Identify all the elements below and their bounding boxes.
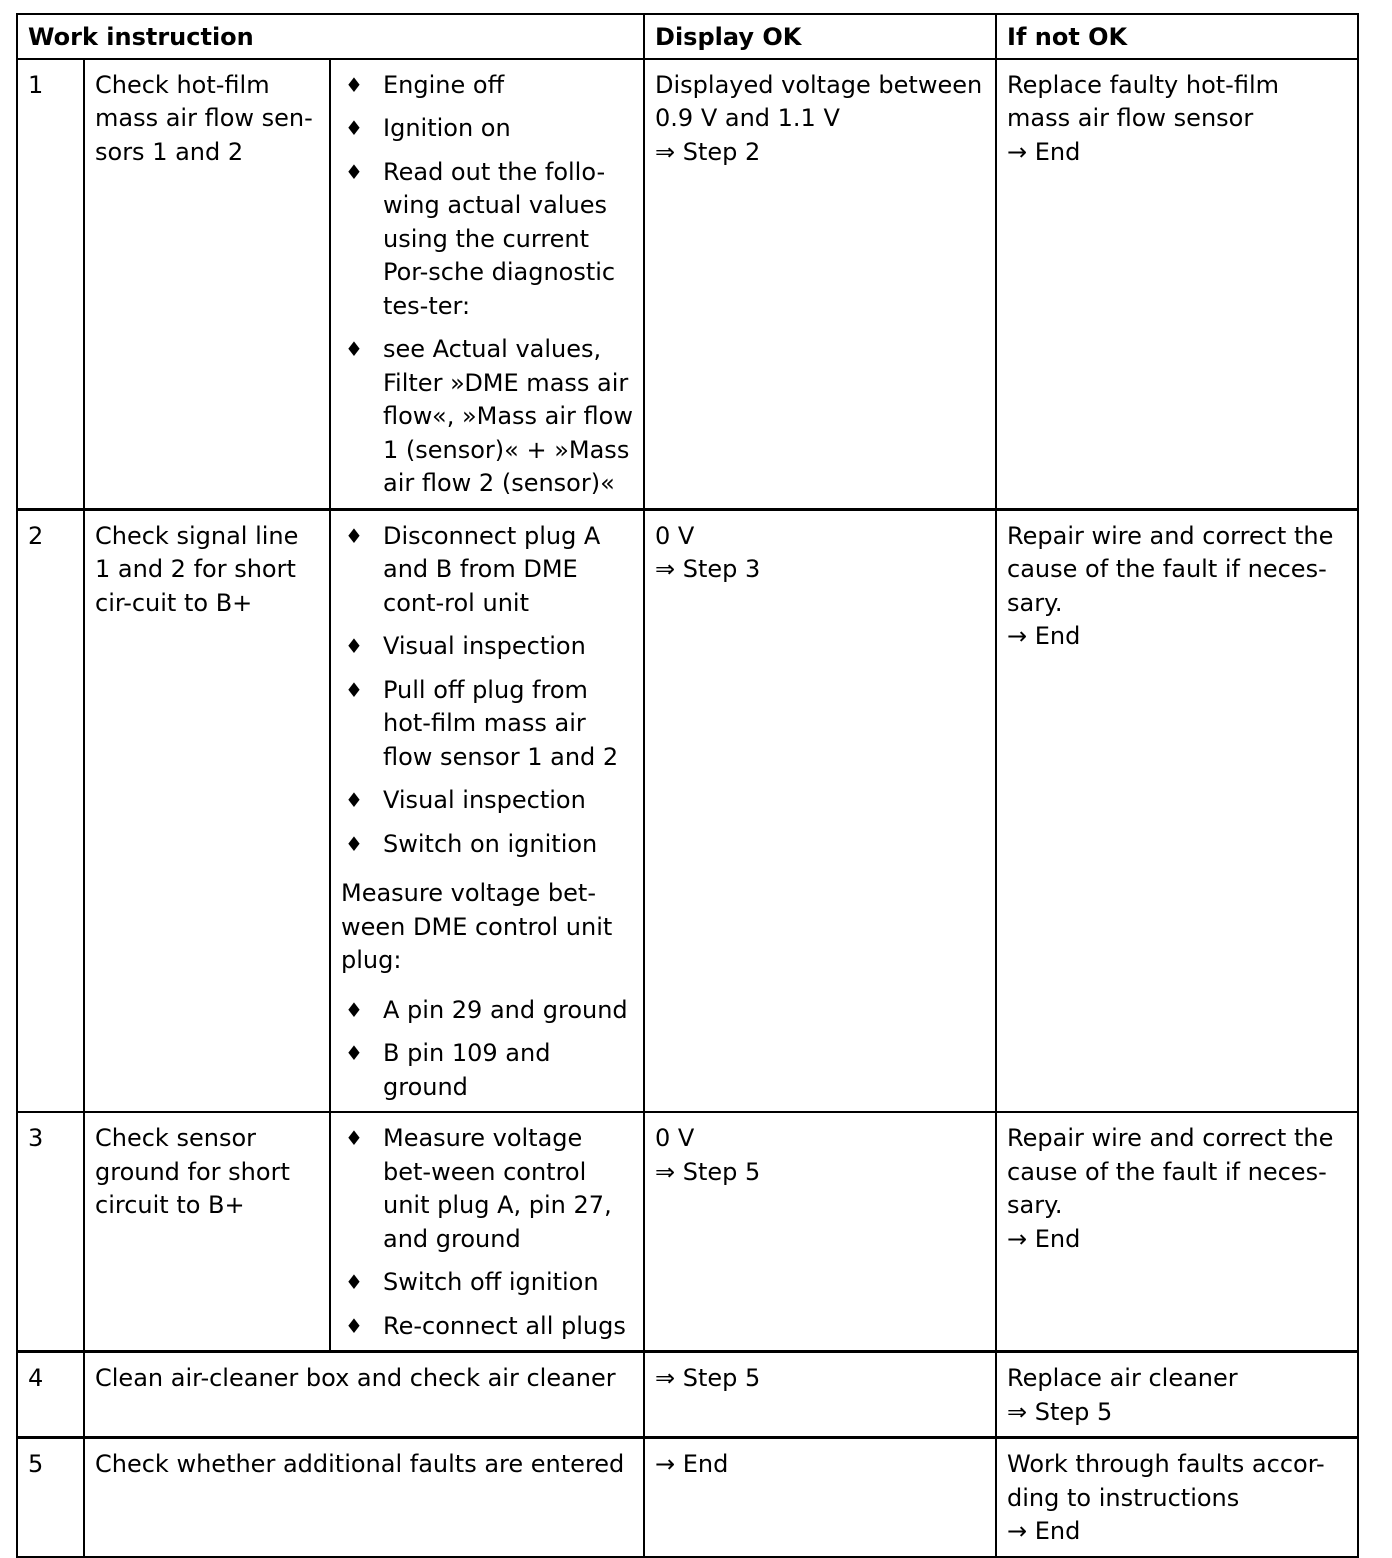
action-item: ♦ see Actual values, Filter »DME mass air flow«, »Mass air flow 1 (sensor)« + »Mass air flow 2 (sensor)« [345,335,633,497]
if-not-ok-line: → End [1007,1517,1081,1545]
step-task: Check hot-film mass air flow sen-sors 1 and 2 [84,59,330,510]
bullet-diamond-icon: ♦ [345,634,363,658]
if-not-ok-line: ⇒ Step 5 [1007,1397,1113,1426]
bullet-diamond-icon: ♦ [345,159,363,184]
action-item: ♦ Measure voltage bet-ween control unit plug A, pin 27, and ground [345,1124,612,1253]
action-item: ♦ Read out the follo-wing actual values using the current Por-sche diagnostic tes-ter: [345,157,616,320]
action-list [341,520,633,862]
bullet-diamond-icon: ♦ [345,997,363,1022]
display-ok-cell [644,1352,996,1438]
header-work-instruction: Work instruction [17,14,644,59]
display-ok-cell [644,1112,996,1352]
bullet-diamond-icon: ♦ [345,1270,363,1294]
bullet-diamond-icon: ♦ [345,1126,363,1150]
if-not-ok-line: → End [1007,1224,1081,1253]
display-ok-line: ⇒ Step 5 [655,1157,761,1186]
step-task: Check sensor ground for short circuit to B+ [84,1112,330,1352]
action-item: ♦ Disconnect plug A and B from DME cont-rol unit [345,521,601,617]
display-ok-line: ⇒ Step 3 [655,555,761,583]
measure-instruction: Measure voltage bet-ween DME control unit plug: [341,879,613,974]
display-ok-line: 0 V [655,521,695,550]
action-item: ♦ Visual inspection [341,784,633,818]
table-row-step-4 [17,1352,1358,1438]
if-not-ok-line: Replace faulty hot-film mass air flow sensor [1007,70,1279,132]
if-not-ok-cell [996,1438,1358,1557]
bullet-diamond-icon: ♦ [345,1313,363,1338]
table-row-step-2 [17,509,1358,1112]
display-ok-cell [644,509,996,1112]
table-row-step-1 [17,59,1358,510]
action-item: ♦ Switch off ignition [341,1266,633,1300]
action-item: ♦ Engine off [341,69,633,103]
action-item: ♦ Pull off plug from hot-film mass air flow sensor 1 and 2 [345,675,619,771]
if-not-ok-line: → End [1007,137,1081,166]
action-item: ♦ Switch on ignition [341,828,633,862]
step-number: 1 [17,59,84,510]
action-item: ♦ Re-connect all plugs [341,1310,633,1344]
step-number: 3 [17,1112,84,1352]
work-instruction-table [16,13,1359,1558]
table-row-step-3 [17,1112,1358,1352]
step-actions [330,59,644,510]
action-list [341,994,633,1105]
bullet-diamond-icon: ♦ [345,523,363,548]
if-not-ok-cell [996,509,1358,1112]
bullet-diamond-icon: ♦ [345,337,363,361]
if-not-ok-line: Repair wire and correct the cause of the fault if neces-sary. [1007,1124,1334,1219]
if-not-ok-cell [996,1352,1358,1438]
header-display-ok: Display OK [644,14,996,59]
step-actions [330,1112,644,1352]
action-item: ♦ Visual inspection [341,630,633,664]
table-header-row [17,14,1358,59]
bullet-diamond-icon: ♦ [345,788,363,812]
if-not-ok-line: Work through faults accor-ding to instructions [1007,1450,1325,1512]
if-not-ok-line: → End [1007,622,1081,650]
if-not-ok-cell [996,1112,1358,1352]
display-ok-line: ⇒ Step 2 [655,137,761,166]
step-task: Check whether additional faults are entered [84,1438,644,1557]
action-item: ♦ B pin 109 and ground [345,1039,551,1101]
bullet-diamond-icon: ♦ [345,116,363,140]
step-task: Clean air-cleaner box and check air cleaner [84,1352,644,1438]
bullet-diamond-icon: ♦ [345,677,363,702]
bullet-diamond-icon: ♦ [345,831,363,856]
bullet-diamond-icon: ♦ [345,72,363,97]
if-not-ok-line: Replace air cleaner [1007,1364,1238,1392]
if-not-ok-cell [996,59,1358,510]
step-number: 2 [17,509,84,1112]
header-if-not-ok: If not OK [996,14,1358,59]
table-row-step-5 [17,1438,1358,1557]
step-task: Check signal line 1 and 2 for short cir-cuit to B+ [84,509,330,1112]
action-list [341,69,633,501]
action-item: ♦ A pin 29 and ground [341,994,633,1028]
step-number: 4 [17,1352,84,1438]
step-actions [330,509,644,1112]
display-ok-line: Displayed voltage between 0.9 V and 1.1 V [655,70,983,132]
if-not-ok-line: Repair wire and correct the cause of the fault if neces-sary. [1007,521,1334,617]
step-number: 5 [17,1438,84,1557]
display-ok-line: 0 V [655,1124,695,1152]
action-item: ♦ Ignition on [341,112,633,146]
display-ok-line: → End [655,1450,729,1478]
display-ok-line: ⇒ Step 5 [655,1364,761,1392]
display-ok-cell [644,59,996,510]
display-ok-cell [644,1438,996,1557]
action-list [341,1122,633,1343]
bullet-diamond-icon: ♦ [345,1041,363,1065]
